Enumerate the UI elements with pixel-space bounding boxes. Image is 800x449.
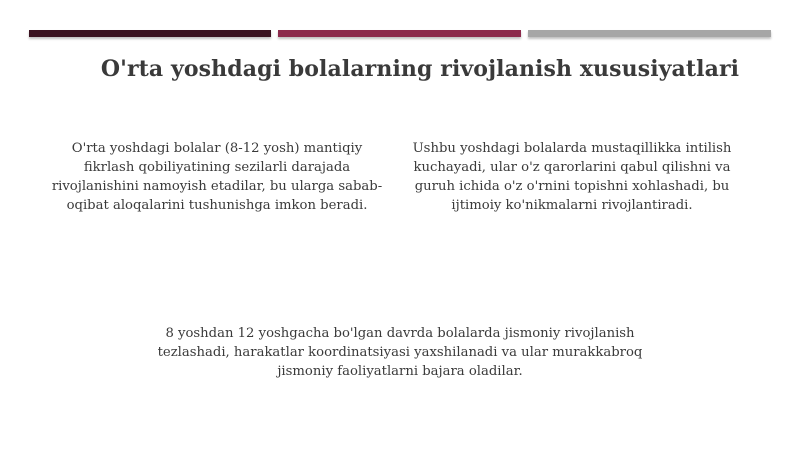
text-block-social: Ushbu yoshdagi bolalarda mustaqillikka intilish kuchayadi, ular o'z qarorlarini qabul qilishni va guruh ichida o'z o'rnini topishni xohlashadi, bu ijtimoiy ko'nikmalarni rivojlantiradi.: [412, 141, 732, 213]
text-block-physical: 8 yoshdan 12 yoshgacha bo'lgan davrda bolalarda jismoniy rivojlanish tezlashadi, harakatlar koordinatsiyasi yaxshilanadi va ular murakkabroq jismoniy faoliyatlarni bajara oladilar.: [157, 326, 643, 379]
slide-title: O'rta yoshdagi bolalarning rivojlanish xususiyatlari: [100, 56, 740, 82]
accent-bar-crimson: [278, 30, 521, 37]
accent-bar-gray: [528, 30, 771, 37]
text-block-cognitive: O'rta yoshdagi bolalar (8-12 yosh) mantiqiy fikrlash qobiliyatining sezilarli darajada rivojlanishini namoyish etadilar, bu ularga sabab-oqibat aloqalarini tushunishga imkon beradi.: [51, 141, 383, 213]
accent-bar-dark: [29, 30, 271, 37]
